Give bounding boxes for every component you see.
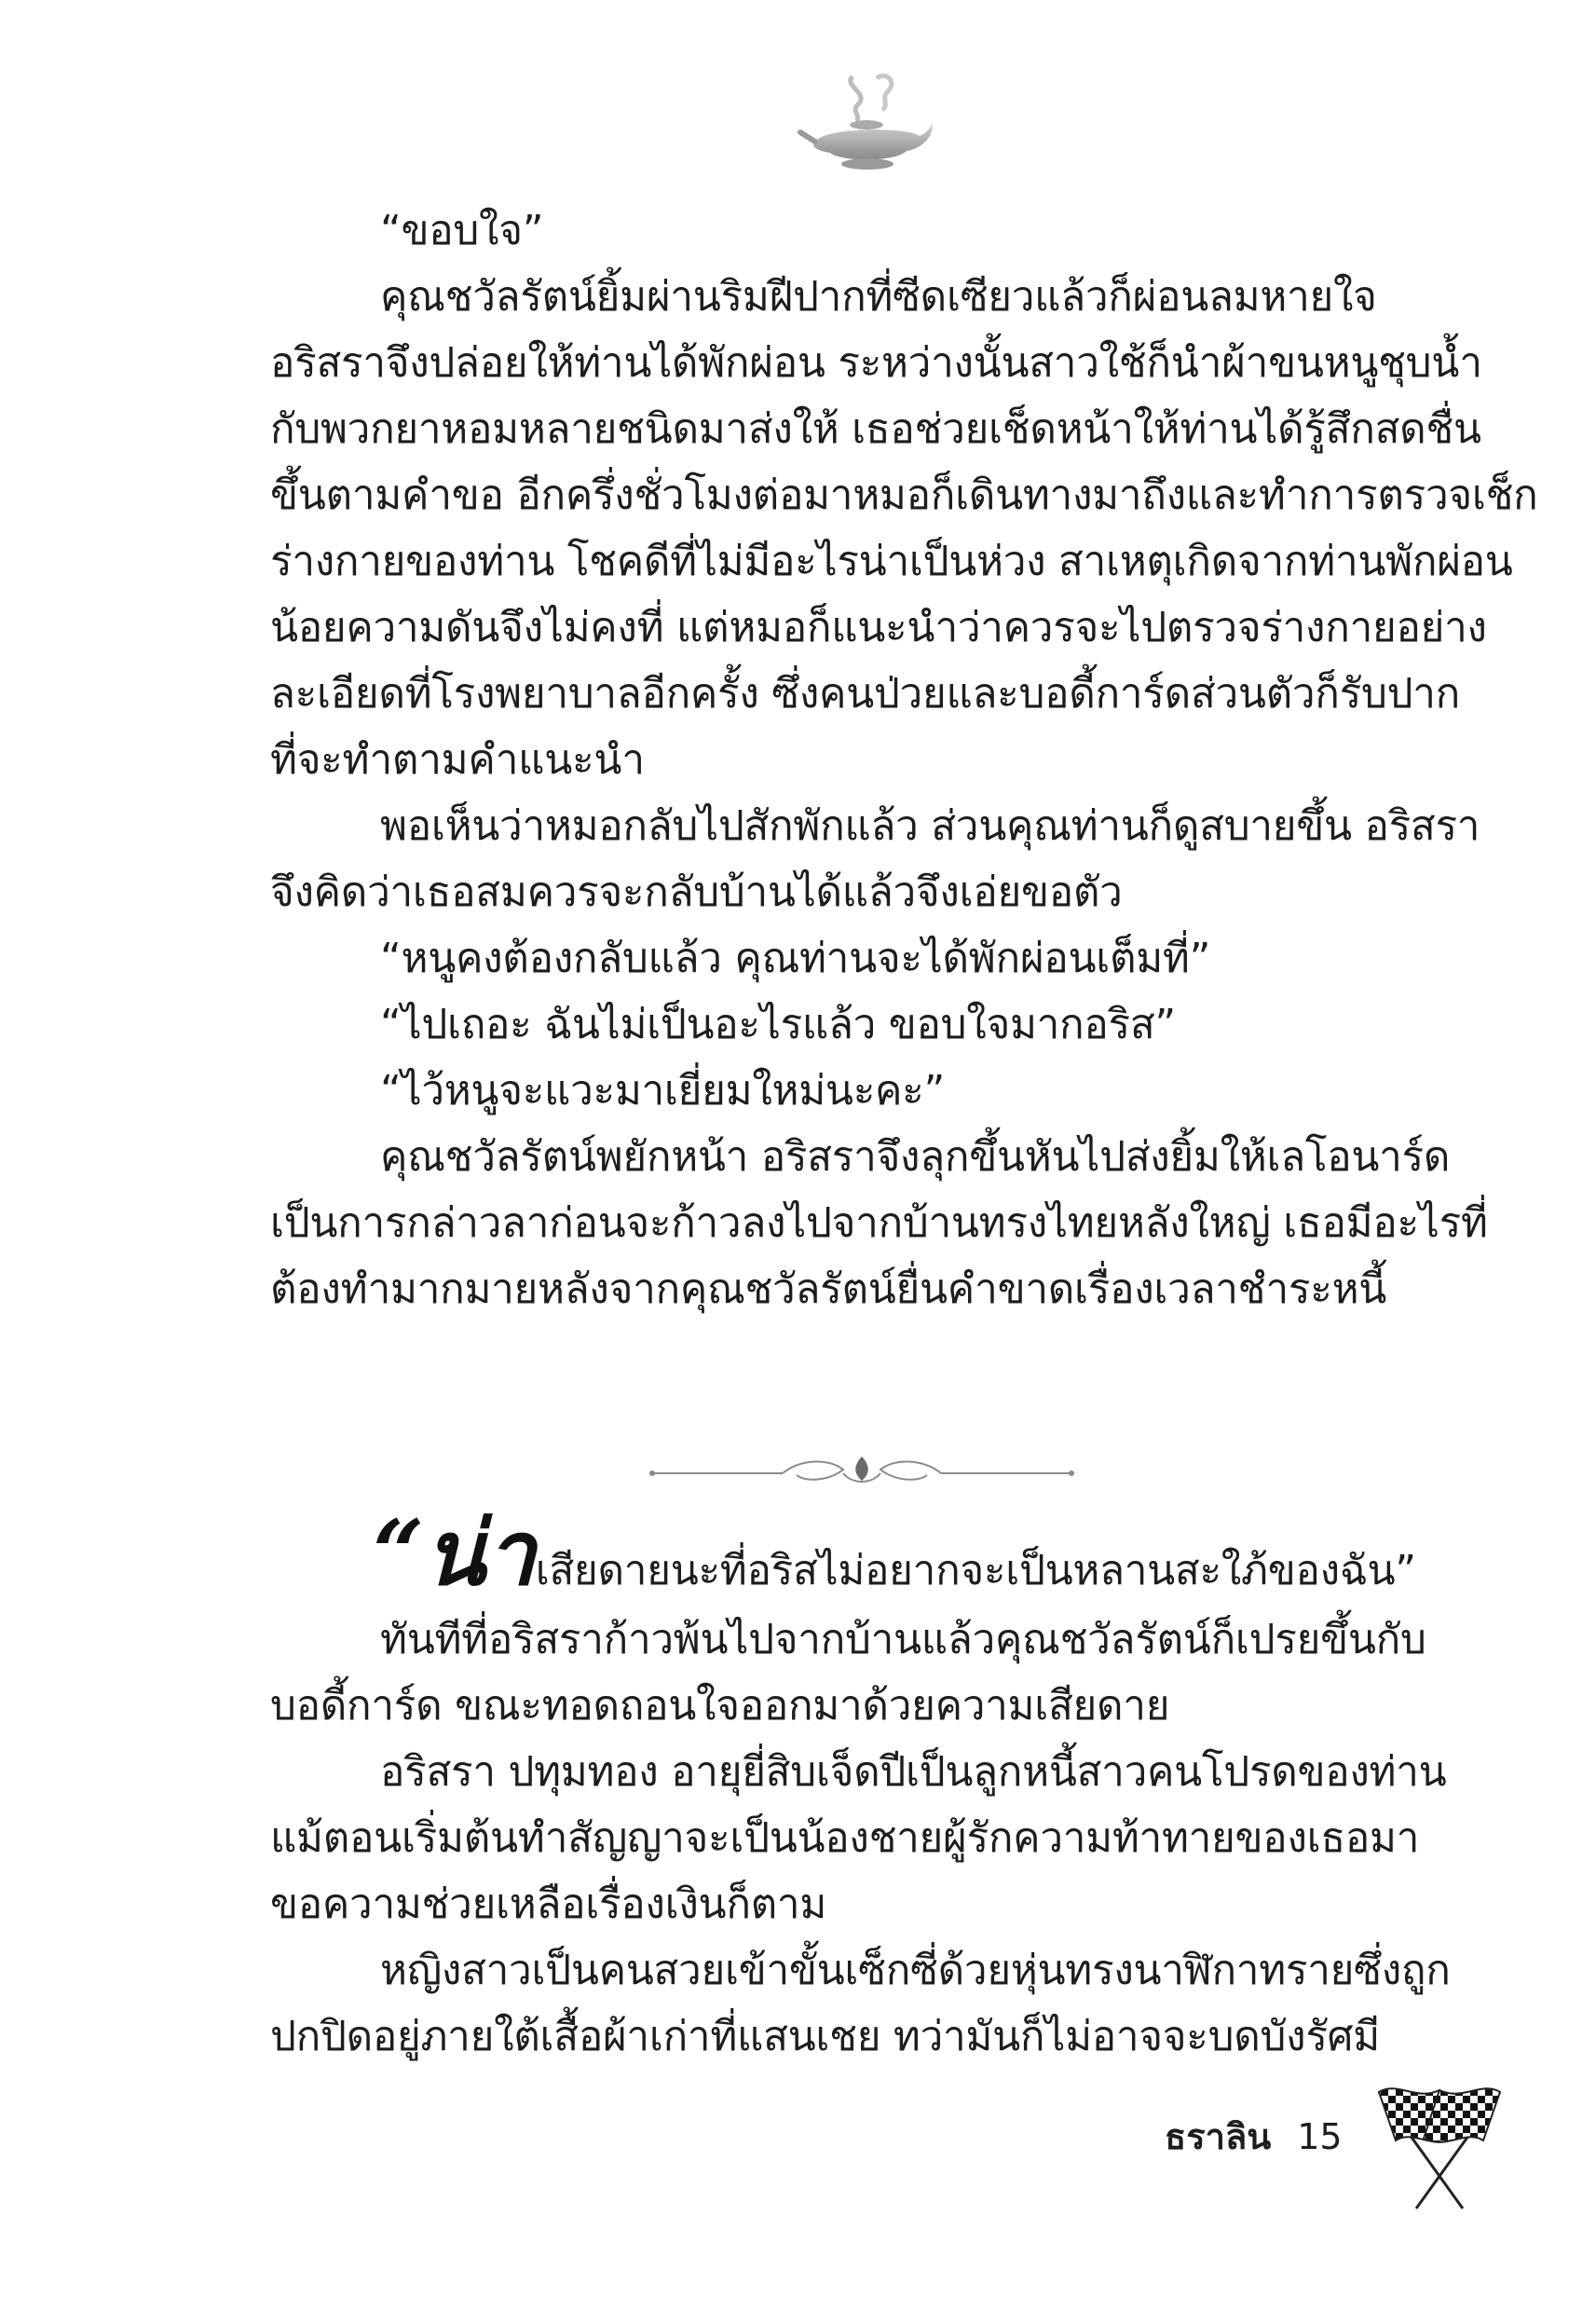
lamp-ornament-icon xyxy=(797,67,936,179)
paragraph-line: ขึ้นตามคำขอ อีกครึ่งชั่วโมงต่อมาหมอก็เดินทางมาถึงและทำการตรวจเช็ก xyxy=(270,472,1538,519)
dropcap-line xyxy=(373,1500,1416,1606)
paragraph-line: คุณชวัลรัตน์ยิ้มผ่านริมฝีปากที่ซีดเซียวแล้วก็ผ่อนลมหายใจ xyxy=(380,273,1377,321)
dialogue-line: “หนูคงต้องกลับแล้ว คุณท่านจะได้พักผ่อนเต็มที่” xyxy=(380,935,1211,982)
dropcap: “น่า xyxy=(373,1500,536,1606)
body-text-section-1 xyxy=(270,198,1538,1322)
paragraph-line: บอดี้การ์ด ขณะทอดถอนใจออกมาด้วยความเสียดาย xyxy=(270,1682,1170,1730)
paragraph-line: หญิงสาวเป็นคนสวยเข้าขั้นเซ็กซี่ด้วยหุ่นทรงนาฬิกาทรายซึ่งถูก xyxy=(380,1947,1451,1994)
paragraph-line: คุณชวัลรัตน์พยักหน้า อริสราจึงลุกขึ้นหันไปส่งยิ้มให้เลโอนาร์ด xyxy=(380,1133,1451,1181)
scroll-divider-icon xyxy=(643,1449,1081,1496)
paragraph-line: อริสรา ปทุมทอง อายุยี่สิบเจ็ดปีเป็นลูกหนี้สาวคนโปรดของท่าน xyxy=(380,1748,1447,1796)
paragraph-line: เป็นการกล่าวลาก่อนจะก้าวลงไปจากบ้านทรงไทยหลังใหญ่ เธอมีอะไรที่ xyxy=(270,1199,1488,1247)
paragraph-line: “ขอบใจ” xyxy=(380,207,544,254)
paragraph-line: ปกปิดอยู่ภายใต้เสื้อผ้าเก่าที่แสนเชย ทว่ามันก็ไม่อาจจะบดบังรัศมี xyxy=(270,2013,1380,2060)
paragraph-line: จึงคิดว่าเธอสมควรจะกลับบ้านได้แล้วจึงเอ่ยขอตัว xyxy=(270,868,1123,916)
body-text-section-2 xyxy=(270,1607,1451,2070)
page-number: 15 xyxy=(1297,2116,1343,2157)
checkered-flags-icon xyxy=(1351,2073,1528,2213)
paragraph-line: กับพวกยาหอมหลายชนิดมาส่งให้ เธอช่วยเช็ดหน้าให้ท่านได้รู้สึกสดชื่น xyxy=(270,405,1481,453)
paragraph-line: ต้องทำมากมายหลังจากคุณชวัลรัตน์ยื่นคำขาดเรื่องเวลาชำระหนี้ xyxy=(270,1265,1387,1313)
page-footer xyxy=(1165,2108,1343,2165)
paragraph-line: อริสราจึงปล่อยให้ท่านได้พักผ่อน ระหว่างนั้นสาวใช้ก็นำผ้าขนหนูชุบน้ำ xyxy=(270,339,1482,387)
dialogue-line: “ไปเถอะ ฉันไม่เป็นอะไรแล้ว ขอบใจมากอริส” xyxy=(380,1001,1176,1048)
paragraph-line: ขอความช่วยเหลือเรื่องเงินก็ตาม xyxy=(270,1880,827,1928)
dialogue-line: “ไว้หนูจะแวะมาเยี่ยมใหม่นะคะ” xyxy=(380,1067,946,1114)
paragraph-line: พอเห็นว่าหมอกลับไปสักพักแล้ว ส่วนคุณท่านก็ดูสบายขึ้น อริสรา xyxy=(380,802,1480,850)
paragraph-line: ที่จะทำตามคำแนะนำ xyxy=(270,736,645,784)
paragraph-line: ละเอียดที่โรงพยาบาลอีกครั้ง ซึ่งคนป่วยและบอดี้การ์ดส่วนตัวก็รับปาก xyxy=(270,670,1460,718)
paragraph-line: แม้ตอนเริ่มต้นทำสัญญาจะเป็นน้องชายผู้รักความท้าทายของเธอมา xyxy=(270,1814,1420,1862)
dropcap-rest: เสียดายนะที่อริสไม่อยากจะเป็นหลานสะใภ้ของฉัน” xyxy=(535,1547,1416,1594)
paragraph-line: ร่างกายของท่าน โชคดีที่ไม่มีอะไรน่าเป็นห่วง สาเหตุเกิดจากท่านพักผ่อน xyxy=(270,538,1513,585)
paragraph-line: น้อยความดันจึงไม่คงที่ แต่หมอก็แนะนำว่าควรจะไปตรวจร่างกายอย่าง xyxy=(270,604,1487,651)
paragraph-line: ทันทีที่อริสราก้าวพ้นไปจากบ้านแล้วคุณชวัลรัตน์ก็เปรยขึ้นกับ xyxy=(380,1616,1426,1663)
author-name: ธราลิน xyxy=(1165,2116,1272,2157)
